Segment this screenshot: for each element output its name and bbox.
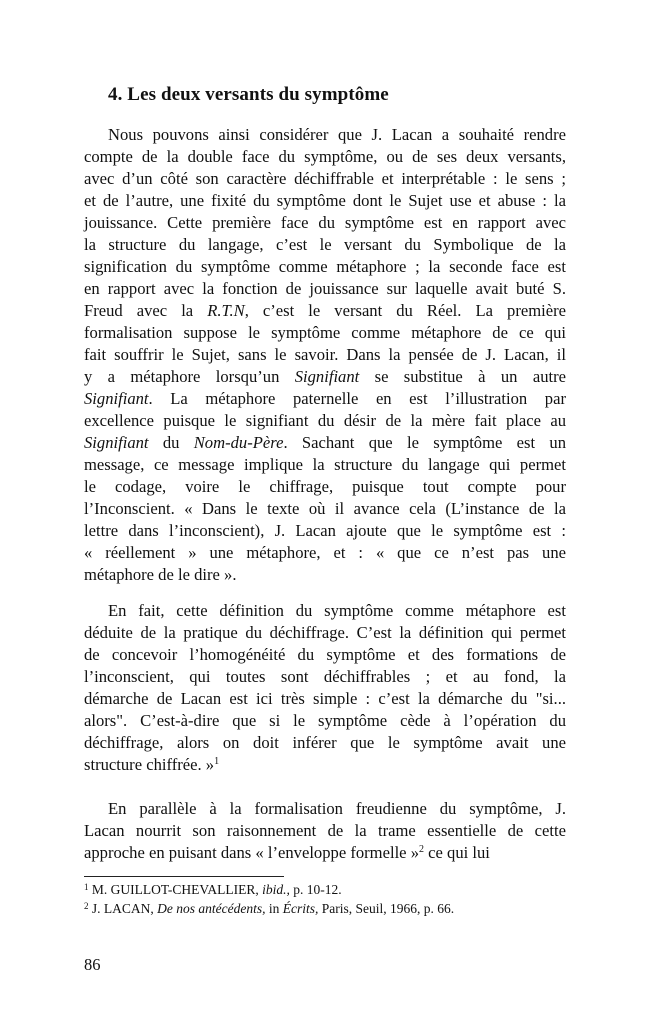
text-line: l’Inconscient. « Dans le texte où il avance cela (L’instance de la (84, 499, 566, 518)
text-line: fait souffrir le Sujet, sans le savoir. Dans la pensée de J. Lacan, il (84, 345, 566, 364)
text-line: jouissance. Cette première face du symptôme est en rapport avec (84, 213, 566, 232)
text-line: approche en puisant dans « l’enveloppe formelle »$^2$ ce qui lui (84, 843, 490, 862)
text-line: y a métaphore lorsqu’un Signifiant se substitue à un autre (84, 367, 566, 386)
footnote-separator (84, 876, 284, 877)
text-line: la structure du langage, c’est le versant du Symbolique de la (84, 235, 566, 254)
italic-term: R.T.N (207, 301, 245, 320)
text-line: l’inconscient, qui toutes sont déchiffrables ; et au fond, la (84, 667, 566, 686)
text-line: compte de la double face du symptôme, ou de ses deux versants, (84, 147, 566, 166)
text-line: déchiffrage, alors on doit inférer que le symptôme avait une (84, 733, 566, 752)
italic-term: ibid., (262, 882, 290, 897)
text-line: excellence puisque le signifiant du désir de la mère fait place au (84, 411, 566, 430)
footnote-number: 1 (84, 882, 89, 892)
text-line: avec d’un côté son caractère déchiffrable et interprétable : le sens ; (84, 169, 566, 188)
text-line: de concevoir l’homogénéité du symptôme et des formations de (84, 645, 566, 664)
text-line: En fait, cette définition du symptôme comme métaphore est (108, 601, 566, 620)
text-line: Signifiant du Nom-du-Père. Sachant que le symptôme est un (84, 433, 566, 452)
text-line: métaphore de le dire ». (84, 565, 237, 584)
text-line: en rapport avec la fonction de jouissance sur laquelle avait buté S. (84, 279, 566, 298)
footnote-1: $^1$ M. GUILLOT-CHEVALLIER, ibid., p. 10-12. (84, 882, 342, 897)
text-line: Nous pouvons ainsi considérer que J. Lacan a souhaité rendre (108, 125, 566, 144)
page-number: 86 (84, 955, 101, 974)
italic-term: Signifiant (84, 389, 149, 408)
footnote-number: 2 (84, 901, 89, 911)
text-line: lettre dans l’inconscient), J. Lacan ajoute que le symptôme est : (84, 521, 566, 540)
paragraph-2 (84, 600, 566, 776)
footnote-2: $^2$ J. LACAN, De nos antécédents, in Écrits, Paris, Seuil, 1966, p. 66. (84, 901, 455, 916)
paragraph-1 (84, 124, 566, 586)
text-line: message, ce message implique la structure du langage qui permet (84, 455, 566, 474)
section-heading: 4. Les deux versants du symptôme (108, 84, 389, 105)
italic-term: Nom-du-Père (193, 433, 284, 452)
text-line: démarche de Lacan est ici très simple : c’est la démarche du "si... (84, 689, 566, 708)
text-line: alors". C’est-à-dire que si le symptôme cède à l’opération du (84, 711, 566, 730)
footnote-ref: 2 (419, 844, 424, 855)
text-line: et de l’autre, une fixité du symptôme dont le Sujet use et abuse : la (84, 191, 566, 210)
text-line: structure chiffrée. »$^1$ (84, 755, 220, 774)
text-line: En parallèle à la formalisation freudienne du symptôme, J. (108, 799, 566, 818)
text-line: le codage, voire le chiffrage, puisque tout compte pour (84, 477, 566, 496)
italic-term: Signifiant (294, 367, 360, 386)
text-line: Signifiant. La métaphore paternelle en est l’illustration par (84, 389, 566, 408)
italic-term: Signifiant (84, 433, 149, 452)
footnotes (84, 880, 454, 918)
text-line: signification du symptôme comme métaphore ; la seconde face est (84, 257, 566, 276)
italic-term: De nos antécédents, (157, 901, 266, 916)
italic-term: Écrits, (282, 901, 319, 916)
footnote-ref: 1 (214, 756, 220, 767)
text-line: Freud avec la R.T.N, c’est le versant du Réel. La première (84, 301, 566, 320)
text-line: Lacan nourrit son raisonnement de la trame essentielle de cette (84, 821, 566, 840)
paragraph-3 (84, 798, 566, 864)
text-line: « réellement » une métaphore, et : « que ce n’est pas une (84, 543, 566, 562)
text-line: déduite de la pratique du déchiffrage. C’est la définition qui permet (84, 623, 566, 642)
text-line: formalisation suppose le symptôme comme métaphore de ce qui (84, 323, 566, 342)
